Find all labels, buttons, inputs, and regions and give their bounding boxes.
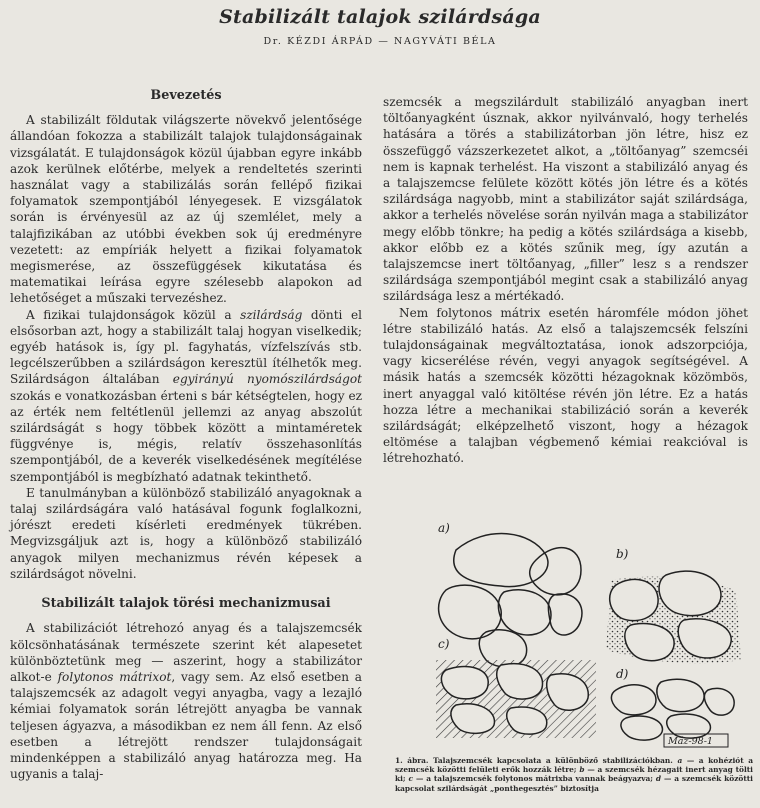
grain [704, 688, 734, 715]
figure-caption: 1. ábra. Talajszemcsék kapcsolata a különböző stabilizációkban. a — a kohéziót a szemcsék közötti felületi erők hozzák létre; b — a szemcsék hézagait inert anyag tölti ki; c — a talajszemcsék folytonos mátrixba vannak beágyazva; d — a szemcsék közötti kapcsolat szilárdságát „ponthegesztés” biztosítja [395, 756, 754, 793]
paragraph: A stabilizált földutak világszerte növekvő jelentősége állandóan fokozza a stabilizált talajok tulajdonságainak vizsgálatát. E tulajdonságok közül újabban egyre inkább azok kerülnek előtérbe, melyek a rendeltetés szerinti használat vagy a stabilizálás során fellépő fizikai folyamatok szempontjából lényegesek. E vizsgálatok során is érvényesül az az új szemlélet, mely a talajfizikában az utóbbi években sok új eredményre vezetett: az empíriák helyett a fizikai folyamatok megismerése, az összefüggések kikutatása és matematikai leírása egyre szélesebb alapokon ad lehetőséget a műszaki tervezéshez. [10, 113, 362, 306]
article-authors: Dr. KÉZDI ÁRPÁD — NAGYVÁTI BÉLA [263, 36, 497, 47]
grain [611, 685, 656, 715]
paragraph: szemcsék a megszilárdult stabilizáló anyagban inert töltőanyagként úsznak, akkor nyilvánvaló, hogy terhelés hatására a törés a stabilizátorban jön létre, hisz ez összefüggő vázszerkezetet alkot, a „töltőanyag” szemcséi nem is kapnak terhelést. Ha viszont a stabilizáló anyag és a talajszemcse felülete között kötés jön létre és a kötés szilárdsága nagyobb, mint a stabilizátor saját szilárdsága, akkor a terhelés növelése során nyilván maga a stabilizátor megy előbb tönkre; ha pedig a kötés szilárdsága a kisebb, akkor előbb ez a kötés szűnik meg, így azután a talajszemcse inert töltőanyag, „filler” lesz s a rendszer szilárdsága szempontjából megint csak a stabilizáló anyag szilárdsága lesz a mértékadó. [383, 95, 748, 304]
grain [659, 571, 721, 616]
figure-drawing [416, 520, 746, 750]
section-heading-intro: Bevezetés [150, 88, 222, 103]
grain [621, 716, 663, 740]
right-column [383, 94, 748, 467]
figure-stamp: Máz-98-1 [668, 736, 713, 747]
paragraph: A stabilizációt létrehozó anyag és a talajszemcsék kölcsönhatásának természete szerint két alapesetet különböztetünk meg — aszerint, hogy a stabilizátor alkot-e folytonos mátrixot, vagy sem. Az első esetben a talajszemcsék az adagolt vegyi anyagba, vagy a lezajló kémiai folyamatok során létrejött anyagba be vannak teljesen ágyazva, a másodikban ez nem áll fenn. Az első esetben a létrejött rendszer tulajdonságait mindenképpen a stabilizáló anyag határozza meg. Ha ugyanis a talaj- [10, 621, 362, 782]
paragraph: Nem folytonos mátrix esetén háromféle módon jöhet létre stabilizáló hatás. Az első a talajszemcsék felszíni tulajdonságainak megváltoztatása, ionok adszorpciója, vagy kicserélése révén, vegyi anyagok segítségével. A másik hatás a szemcsék közötti hézagoknak közömbös, inert anyaggal való kitöltése révén jön létre. Ez a hatás hozza létre a mechanikai stabilizáció során a keverék szilárdságát; elképzelhető viszont, hogy a hézagok eltömése a talajban végbemenő kémiai reakcióval is létrehozható. [383, 305, 748, 466]
grain [454, 534, 548, 587]
left-column [10, 88, 362, 782]
grain [530, 548, 581, 595]
grain [498, 590, 551, 635]
paragraph: E tanulmányban a különböző stabilizáló anyagoknak a talaj szilárdságára való hatásával fogunk foglalkozni, jórészt eredeti kísérleti eredmények tükrében. Megvizsgáljuk azt is, hogy a különböző stabilizáló anyagok milyen mechanizmus révén képesek a szilárdságot növelni. [10, 485, 362, 581]
grain [610, 579, 658, 620]
figure-soil-grains [416, 520, 746, 750]
figure-label-b: b) [616, 547, 629, 561]
figure-label-a: a) [438, 521, 450, 535]
figure-label-d: d) [616, 667, 629, 681]
figure-label-c: c) [438, 637, 450, 651]
paragraph: A fizikai tulajdonságok közül a szilárdság dönti el elsősorban azt, hogy a stabilizált talaj hogyan viselkedik; egyéb hatások is, így pl. fagyhatás, vízfelszívás stb. legcélszerűbben a szilárdságon keresztül ítélhetők meg. Szilárdságon általában egyirányú nyomószilárdságot szokás e vonatkozásban érteni s bár kétségtelen, hogy ez az érték nem feltétlenül jellemzi az anyag abszolút szilárdságát s hogy többek között a mintaméretek függvénye is, mégis, relatív összehasonlítás szempontjából, de a keverék viselkedésének megítélése szempontjából is megbízható adatnak tekinthető. [10, 307, 363, 484]
grain [657, 679, 704, 711]
grain [548, 594, 582, 635]
section-heading-mechanisms: Stabilizált talajok törési mechanizmusai [41, 596, 331, 612]
article-title: Stabilizált talajok szilárdsága [219, 6, 541, 28]
